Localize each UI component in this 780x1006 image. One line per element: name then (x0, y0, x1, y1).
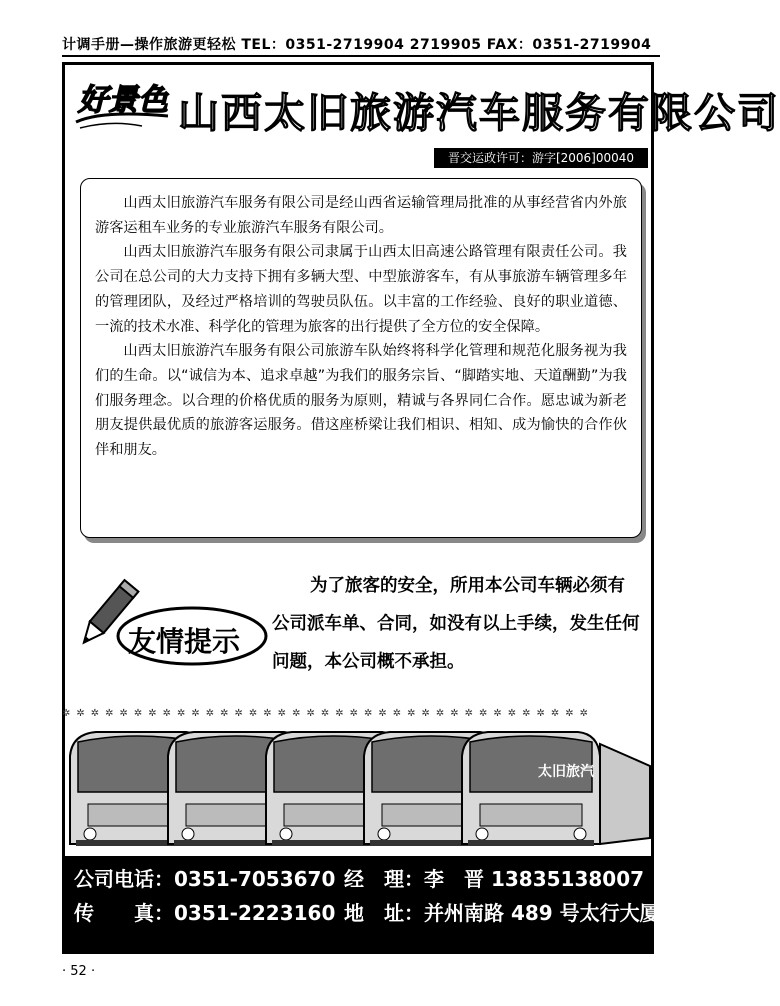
company-name: 山西太旧旅游汽车服务有限公司 (178, 89, 780, 137)
intro-paragraph-2: 山西太旧旅游汽车服务有限公司隶属于山西太旧高速公路管理有限责任公司。我公司在总公司的大力支持下拥有多辆大型、中型旅游客车，有从事旅游车辆管理多年的管理团队，及经过严格培训的驾驶员队伍。以丰富的工作经验、良好的职业道德、一流的技术水准、科学化的管理为旅客的出行提供了全方位的安全保障。 (95, 244, 627, 335)
page-header: 计调手册—操作旅游更轻松 TEL：0351-2719904 2719905 FAX：0351-2719904 (62, 37, 652, 53)
intro-paragraph-1: 山西太旧旅游汽车服务有限公司是经山西省运输管理局批准的从事经营省内外旅游客运租车业务的专业旅游汽车服务有限公司。 (95, 195, 627, 236)
license-number: 晋交运政许可：游字[2006]00040 (434, 148, 648, 168)
reminder-line-2: 公司派车单、合同，如没有以上手续，发生任何 (272, 614, 640, 634)
intro-paragraph-3: 山西太旧旅游汽车服务有限公司旅游车队始终将科学化管理和规范化服务视为我们的生命。以“诚信为本、追求卓越”为我们的服务宗旨、“脚踏实地、天道酬勤”为我们服务理念。以合理的价格优质的服务为原则，精诚与各界同仁合作。愿忠诚为新老朋友提供最优质的旅游客运服务。借这座桥梁让我们相识、相知、成为愉快的合作伙伴和朋友。 (95, 343, 627, 459)
contact-bar (62, 856, 700, 952)
manager-contact: 经 理：李 晋 13835138007 (344, 867, 645, 891)
bus-label: 太旧旅汽 (538, 764, 594, 780)
logo-text: 好景色 (78, 83, 168, 118)
reminder-line-1: 为了旅客的安全，所用本公司车辆必须有 (310, 576, 625, 596)
company-phone: 公司电话：0351-7053670 (74, 867, 336, 891)
intro-box (80, 178, 642, 538)
fax-number: 传 真：0351-2223160 (74, 901, 336, 925)
bus-fleet-illustration (66, 726, 652, 852)
page-number: · 52 · (62, 964, 96, 979)
address: 地 址：并州南路 489 号太行大厦一层 (344, 901, 700, 925)
header-rule (62, 55, 660, 57)
logo (72, 72, 172, 134)
decorative-border: ✲✲✲✲✲✲✲✲✲✲✲✲✲✲✲✲✲✲✲✲✲✲✲✲✲✲✲✲✲✲✲✲✲✲✲✲✲ (62, 708, 595, 719)
reminder-text (272, 567, 652, 681)
reminder-title: 友情提示 (128, 625, 241, 658)
reminder-line-3: 问题，本公司概不承担。 (272, 652, 465, 672)
